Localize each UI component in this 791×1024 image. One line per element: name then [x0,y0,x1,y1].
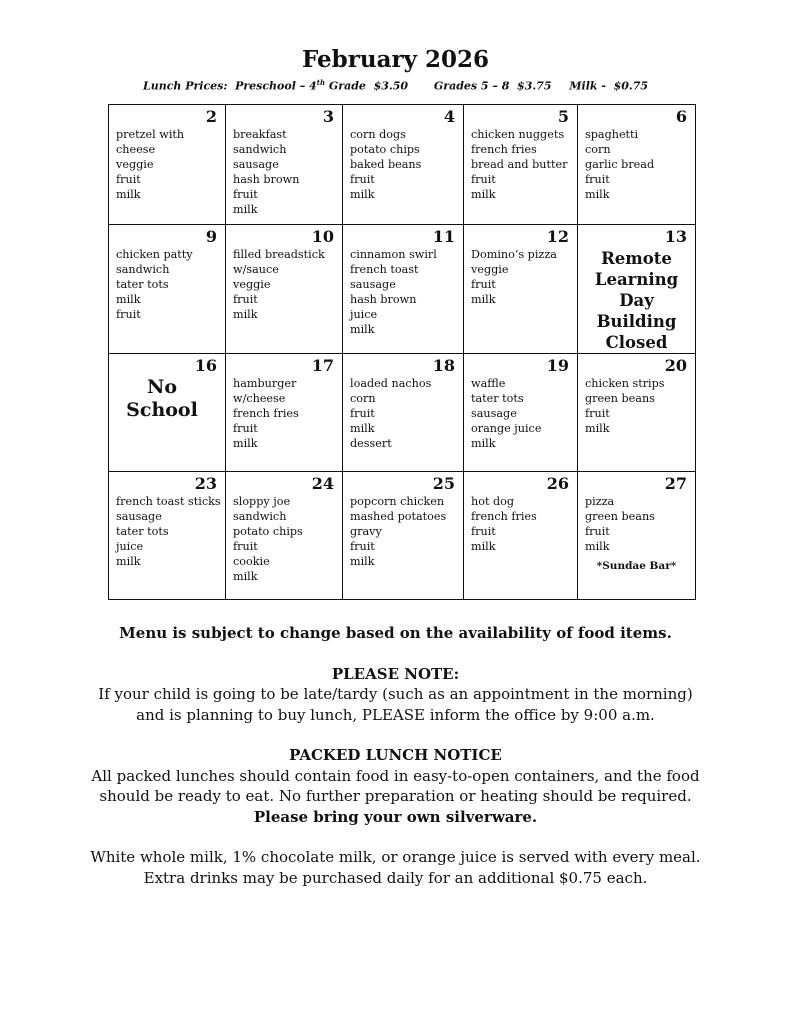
day-number: 4 [443,107,455,126]
menu-item: milk [350,555,375,568]
milk-note-line: Extra drinks may be purchased daily for an additional $0.75 each. [143,868,648,887]
menu-item: milk [471,540,496,553]
grades-price: $3.75 [517,79,552,93]
menu-item: tater tots [116,525,169,538]
menu-item: fruit [350,173,375,186]
day-number: 16 [194,356,217,375]
menu-item: veggie [471,263,509,276]
menu-item: mashed potatoes [350,510,447,523]
menu-item: sloppy joe [233,495,291,508]
calendar-day-cell [578,472,696,600]
milk-price: $0.75 [613,79,649,93]
milk-label: Milk - [569,79,606,93]
page-title: February 2026 [301,46,490,73]
day-number: 20 [664,356,687,375]
menu-item: milk [585,422,610,435]
calendar-day-cell [464,354,578,472]
menu-item: fruit [585,525,610,538]
menu-item: fruit [116,173,141,186]
calendar-day-cell [343,105,464,225]
menu-item: fruit [233,293,258,306]
menu-item: potato chips [233,525,303,538]
menu-item: milk [471,188,496,201]
day-number: 18 [432,356,455,375]
prices-label: Lunch Prices: [142,79,228,93]
menu-items [226,493,342,584]
menu-item: milk [585,188,610,201]
day-number: 13 [664,227,687,246]
day-number: 26 [546,474,569,493]
menu-items [109,246,225,322]
menu-items [343,493,463,569]
please-note-line: and is planning to buy lunch, PLEASE inform the office by 9:00 a.m. [136,705,655,724]
menu-item: w/cheese [233,392,286,405]
preschool-range: Preschool – 4 [235,79,317,93]
no-school-line: School [126,399,198,421]
menu-items [343,375,463,451]
day-number: 10 [311,227,334,246]
menu-item: fruit [585,407,610,420]
menu-item: spaghetti [585,128,639,141]
milk-note-line: White whole milk, 1% chocolate milk, or orange juice is served with every meal. [90,848,701,866]
menu-item: hamburger [233,377,297,390]
menu-item: cookie [233,555,270,568]
menu-item: milk [233,570,258,583]
menu-item: milk [350,323,375,336]
packed-lunch-line: should be ready to eat. No further preparation or heating should be required. [99,787,692,805]
menu-item: french fries [471,510,537,523]
menu-item: fruit [233,188,258,201]
menu-items [343,126,463,202]
calendar-day-cell [109,105,226,225]
menu-item: dessert [350,437,392,450]
menu-item: milk [233,203,258,216]
day-number: 27 [664,474,687,493]
calendar-day-cell [578,105,696,225]
packed-lunch-heading: PACKED LUNCH NOTICE [289,746,502,764]
please-note-heading: PLEASE NOTE: [331,664,460,683]
calendar-day-cell [343,225,464,354]
day-number: 5 [557,107,569,126]
grades-range: Grades 5 – 8 [433,79,510,93]
menu-item: fruit [471,525,496,538]
menu-item: garlic bread [585,158,655,171]
menu-item: milk [233,308,258,321]
menu-item: waffle [471,377,506,390]
menu-item: Domino’s pizza [471,248,557,261]
menu-items [578,493,695,554]
menu-item: fruit [350,407,375,420]
menu-item: juice [350,308,378,321]
menu-item: tater tots [116,278,169,291]
menu-item: milk [350,188,375,201]
menu-item: sausage [471,407,517,420]
menu-item: baked beans [350,158,422,171]
menu-item: chicken nuggets [471,128,565,141]
menu-item: fruit [471,173,496,186]
calendar-day-cell [578,354,696,472]
day-number: 23 [194,474,217,493]
menu-item: milk [471,293,496,306]
day-number: 17 [311,356,334,375]
calendar-day-cell [109,354,226,472]
menu-items [109,126,225,202]
menu-item: french fries [471,143,537,156]
menu-item: sandwich [233,143,287,156]
calendar-day-cell [226,472,343,600]
menu-items [578,375,695,436]
no-school-line: No [146,376,178,398]
menu-item: gravy [350,525,382,538]
day-number: 3 [322,107,334,126]
day-number: 6 [675,107,687,126]
menu-item: chicken strips [585,377,665,390]
notes-section [0,623,791,888]
menu-item: veggie [233,278,271,291]
menu-items [464,126,577,202]
preschool-sup: th [316,78,326,87]
menu-item: hot dog [471,495,515,508]
menu-item: potato chips [350,143,420,156]
menu-item: green beans [585,510,655,523]
day-number: 2 [205,107,217,126]
menu-item: french fries [233,407,299,420]
closure-notice-line: Day [619,291,654,310]
menu-items [464,375,577,451]
menu-items [464,493,577,554]
please-note-line: If your child is going to be late/tardy (such as an appointment in the morning) [98,685,693,703]
menu-item: milk [116,555,141,568]
menu-item: w/sauce [233,263,279,276]
calendar-day-cell [464,472,578,600]
menu-item: veggie [116,158,154,171]
menu-items [109,493,225,569]
menu-item: corn dogs [350,128,406,141]
calendar-day-cell [343,354,464,472]
calendar-day-cell [464,225,578,354]
menu-items [343,246,463,337]
menu-item: sandwich [233,510,287,523]
calendar-week-row [109,354,696,472]
menu-items [578,126,695,202]
calendar-day-cell [226,105,343,225]
silverware-note: Please bring your own silverware. [253,807,538,826]
no-school-notice [109,375,225,422]
day-number: 19 [546,356,569,375]
menu-item: fruit [116,308,141,321]
menu-item: sausage [350,278,396,291]
menu-items [226,375,342,451]
calendar-day-cell [464,105,578,225]
closure-notice-line: Learning [594,270,679,289]
calendar-week-row [109,105,696,225]
day-number: 12 [546,227,569,246]
menu-item: filled breadstick [233,248,325,261]
menu-items [226,126,342,217]
calendar-week-row [109,472,696,600]
menu-item: corn [350,392,376,405]
menu-item: fruit [233,540,258,553]
closure-notice-line: Remote [601,249,672,268]
day-number: 25 [432,474,455,493]
special-event-note: *Sundae Bar* [596,560,677,572]
menu-item: hash brown [233,173,300,186]
menu-item: cheese [116,143,156,156]
menu-items [226,246,342,322]
closure-notice-line: Closed [605,333,668,352]
menu-item: juice [116,540,144,553]
menu-item: milk [233,437,258,450]
menu-item: milk [585,540,610,553]
subject-to-change-note: Menu is subject to change based on the availability of food items. [119,624,672,642]
menu-item: hash brown [350,293,417,306]
menu-item: milk [116,293,141,306]
lunch-prices [0,76,791,94]
menu-item: milk [471,437,496,450]
menu-item: tater tots [471,392,524,405]
day-number: 9 [205,227,217,246]
menu-item: loaded nachos [350,377,432,390]
menu-item: sausage [116,510,162,523]
menu-item: corn [585,143,611,156]
menu-item: breakfast [233,128,287,141]
menu-item: fruit [585,173,610,186]
menu-item: bread and butter [471,158,568,171]
calendar-day-cell [578,225,696,354]
closure-notice [578,246,695,353]
menu-item: pizza [585,495,615,508]
day-number: 24 [311,474,334,493]
packed-lunch-line: All packed lunches should contain food in easy-to-open containers, and the food [91,766,700,785]
menu-item: fruit [471,278,496,291]
menu-calendar [108,104,696,600]
menu-item: pretzel with [116,128,185,141]
menu-item: sandwich [116,263,170,276]
menu-items [464,246,577,307]
preschool-price: $3.50 [373,79,409,93]
menu-item: orange juice [471,422,542,435]
menu-item: cinnamon swirl [350,248,437,261]
calendar-week-row [109,225,696,354]
menu-item: french toast [350,263,419,276]
menu-item: fruit [350,540,375,553]
menu-item: french toast sticks [116,495,221,508]
menu-item: milk [350,422,375,435]
calendar-day-cell [226,354,343,472]
menu-item: chicken patty [116,248,193,261]
menu-item: milk [116,188,141,201]
menu-item: fruit [233,422,258,435]
preschool-grade: Grade [328,79,366,93]
closure-notice-line: Building [596,312,677,331]
day-number: 11 [432,227,455,246]
menu-item: popcorn chicken [350,495,445,508]
calendar-day-cell [109,225,226,354]
calendar-day-cell [109,472,226,600]
calendar-day-cell [343,472,464,600]
menu-item: green beans [585,392,655,405]
menu-item: sausage [233,158,279,171]
calendar-day-cell [226,225,343,354]
